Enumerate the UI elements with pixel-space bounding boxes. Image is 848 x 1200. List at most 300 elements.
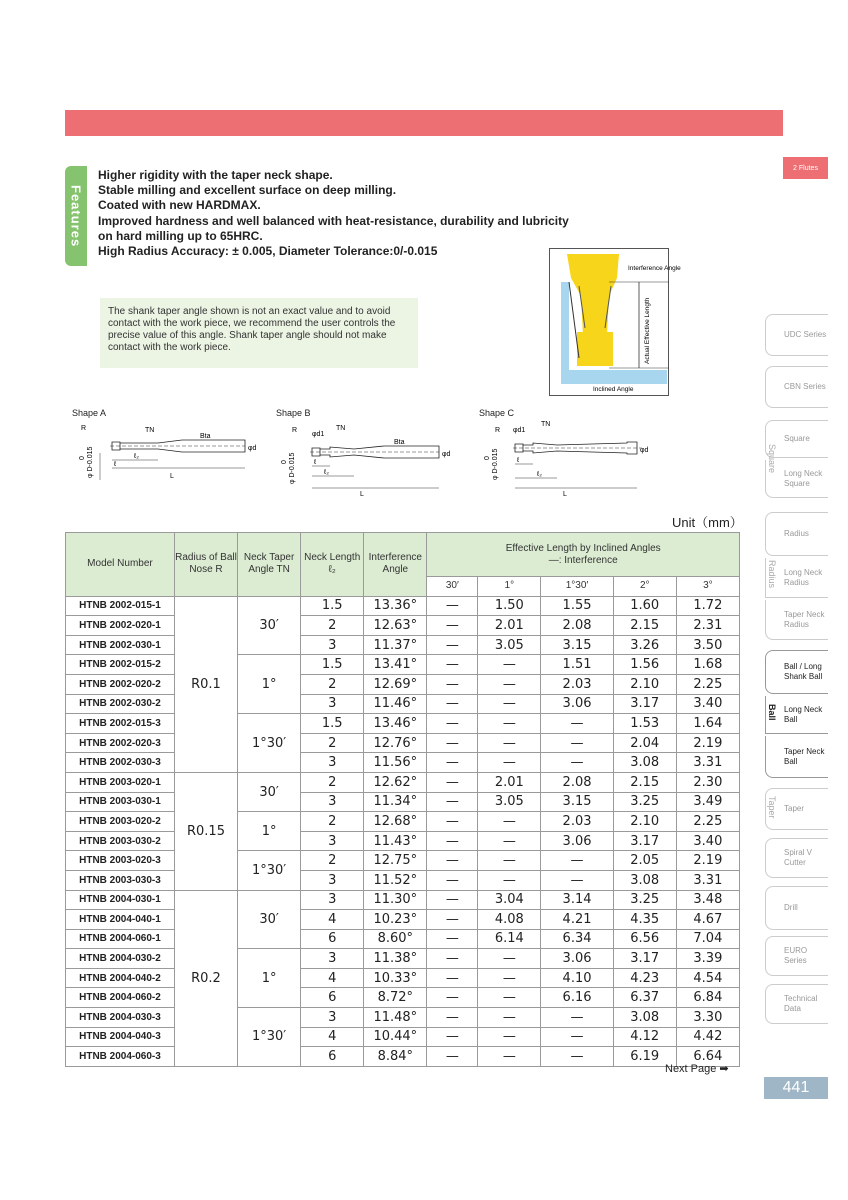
interference-cell: 12.75° [364, 851, 427, 871]
effective-length-cell: — [427, 831, 478, 851]
effective-length-cell: — [427, 870, 478, 890]
neck-length-cell: 1.5 [301, 655, 364, 675]
effective-length-cell: 6.16 [541, 988, 613, 1008]
effective-length-cell: — [478, 851, 541, 871]
side-group-radius: Radius [767, 560, 777, 589]
table-row [66, 1047, 740, 1067]
effective-length-cell: — [427, 851, 478, 871]
dim-d: φd [640, 447, 649, 454]
model-cell: HTNB 2002-015-1 [66, 596, 175, 616]
dim-r: R [81, 425, 87, 432]
dim-diameter: φ D-0.015 [492, 448, 499, 480]
effective-length-cell: 1.53 [613, 714, 676, 734]
dim-d: φd [248, 445, 257, 452]
table-row [66, 714, 740, 734]
effective-length-cell: 3.08 [613, 753, 676, 773]
model-cell: HTNB 2003-030-2 [66, 831, 175, 851]
effective-length-cell: 2.19 [676, 851, 739, 871]
effective-length-cell: 3.15 [541, 792, 613, 812]
interference-cell: 11.43° [364, 831, 427, 851]
effective-length-cell: — [427, 968, 478, 988]
interference-cell: 12.69° [364, 674, 427, 694]
side-tab-cbn[interactable] [765, 366, 828, 408]
effective-length-cell: 4.67 [676, 910, 739, 930]
angle-header: 3° [676, 577, 739, 597]
effective-length-cell: 6.34 [541, 929, 613, 949]
neck-length-cell: 4 [301, 1027, 364, 1047]
table-row [66, 812, 740, 832]
spec-table [65, 532, 740, 1067]
effective-length-cell: — [427, 929, 478, 949]
taper-cell: 30′ [238, 596, 301, 655]
side-tab-drill[interactable] [765, 886, 828, 930]
effective-length-cell: — [541, 1047, 613, 1067]
shape-a-drawing [70, 418, 260, 490]
table-row [66, 1008, 740, 1028]
neck-length-cell: 2 [301, 812, 364, 832]
model-cell: HTNB 2004-030-2 [66, 949, 175, 969]
table-row [66, 772, 740, 792]
effective-length-cell: 6.84 [676, 988, 739, 1008]
dim-l2: ℓ₂ [134, 453, 139, 460]
neck-length-cell: 4 [301, 910, 364, 930]
effective-title: Effective Length by Inclined Angles [505, 542, 661, 554]
side-tab-udc[interactable] [765, 314, 828, 356]
side-tab-label: Long Neck Radius [784, 567, 823, 587]
side-tab-label: Spiral V Cutter [784, 848, 813, 867]
table-row [66, 733, 740, 753]
neck-length-cell: 2 [301, 772, 364, 792]
effective-length-cell: — [541, 1027, 613, 1047]
col-header-model: Model Number [66, 533, 175, 597]
effective-length-cell: 3.06 [541, 949, 613, 969]
effective-length-cell: — [478, 1008, 541, 1028]
model-cell: HTNB 2002-020-1 [66, 616, 175, 636]
dim-l1: ℓ [314, 459, 317, 466]
features-tab [65, 166, 87, 266]
effective-length-cell: 3.25 [613, 792, 676, 812]
side-tab-label: Drill [784, 903, 798, 912]
dim-l1: ℓ [114, 461, 117, 468]
effective-length-cell: — [541, 870, 613, 890]
interference-cell: 11.46° [364, 694, 427, 714]
effective-length-cell: — [478, 733, 541, 753]
interference-cell: 13.46° [364, 714, 427, 734]
effective-length-cell: 3.40 [676, 694, 739, 714]
effective-length-cell: — [478, 714, 541, 734]
interference-cell: 11.48° [364, 1008, 427, 1028]
effective-length-cell: — [427, 910, 478, 930]
effective-length-cell: 4.35 [613, 910, 676, 930]
effective-length-cell: 2.19 [676, 733, 739, 753]
interference-cell: 13.41° [364, 655, 427, 675]
features-list [98, 168, 618, 259]
effective-length-cell: — [541, 753, 613, 773]
page-number: 441 [764, 1077, 828, 1099]
inclined-angle-label: Inclined Angle [593, 386, 634, 393]
side-tab-label: UDC Series [784, 330, 827, 339]
next-page-link[interactable]: Next Page ➡ [665, 1063, 729, 1075]
angle-header: 1°30′ [541, 577, 613, 597]
effective-length-cell: — [478, 988, 541, 1008]
effective-length-cell: 3.05 [478, 792, 541, 812]
interference-cell: 11.34° [364, 792, 427, 812]
table-row [66, 616, 740, 636]
feature-line: Coated with new HARDMAX. [98, 198, 261, 213]
col-header-interference: Interference Angle [364, 533, 427, 597]
col-header-effective [427, 533, 740, 577]
dim-diameter: φ D-0.015 [289, 452, 296, 484]
taper-cell: 1° [238, 812, 301, 851]
dim-tn: TN [336, 425, 346, 432]
side-tab-label: Square [784, 434, 810, 443]
dim-zero: 0 [484, 456, 491, 460]
table-row [66, 635, 740, 655]
radius-cell: R0.2 [174, 890, 237, 1066]
effective-length-cell: 3.06 [541, 694, 613, 714]
side-tab-label: Technical Data [784, 994, 818, 1013]
neck-length-cell: 6 [301, 988, 364, 1008]
effective-length-cell: — [541, 714, 613, 734]
effective-length-cell: — [427, 694, 478, 714]
side-group-taper: Taper [767, 796, 777, 819]
effective-length-cell: — [478, 1047, 541, 1067]
interference-cell: 12.68° [364, 812, 427, 832]
effective-length-cell: — [427, 655, 478, 675]
note-box: The shank taper angle shown is not an exact value and to avoid contact with the work piece, we recommend the user controls the precise value of this angle. Shank taper angle should not make contact with the work piece. [100, 298, 418, 368]
dim-zero: 0 [79, 456, 86, 460]
effective-length-cell: — [478, 674, 541, 694]
effective-length-cell: 2.10 [613, 812, 676, 832]
side-tab-spiral-v-cutter[interactable] [765, 838, 828, 878]
neck-length-cell: 3 [301, 890, 364, 910]
interference-cell: 8.84° [364, 1047, 427, 1067]
table-row [66, 851, 740, 871]
interference-cell: 12.63° [364, 616, 427, 636]
effective-length-cell: 7.04 [676, 929, 739, 949]
effective-length-cell: 6.37 [613, 988, 676, 1008]
effective-length-cell: 6.14 [478, 929, 541, 949]
effective-length-cell: — [427, 616, 478, 636]
effective-length-cell: — [427, 753, 478, 773]
effective-length-cell: — [427, 1008, 478, 1028]
neck-length-cell: 2 [301, 733, 364, 753]
model-cell: HTNB 2004-030-1 [66, 890, 175, 910]
effective-length-cell: 3.08 [613, 870, 676, 890]
table-row [66, 929, 740, 949]
effective-length-cell: 3.06 [541, 831, 613, 851]
table-row [66, 949, 740, 969]
neck-length-cell: 2 [301, 674, 364, 694]
model-cell: HTNB 2004-030-3 [66, 1008, 175, 1028]
effective-length-cell: — [541, 733, 613, 753]
angle-header: 30′ [427, 577, 478, 597]
effective-length-cell: 2.25 [676, 674, 739, 694]
interference-angle-label: Interference Angle [628, 265, 681, 272]
neck-length-cell: 3 [301, 831, 364, 851]
effective-length-cell: — [478, 694, 541, 714]
shape-b-drawing [274, 418, 464, 500]
model-cell: HTNB 2003-020-2 [66, 812, 175, 832]
effective-length-cell: 1.55 [541, 596, 613, 616]
side-tab-label: Taper [784, 804, 805, 813]
interference-cell: 8.72° [364, 988, 427, 1008]
dim-tn: TN [541, 421, 551, 428]
effective-length-cell: — [427, 635, 478, 655]
dim-bta: Bta [200, 433, 211, 440]
taper-cell: 30′ [238, 890, 301, 949]
table-row [66, 792, 740, 812]
effective-length-cell: 2.01 [478, 616, 541, 636]
model-cell: HTNB 2002-020-2 [66, 674, 175, 694]
col-header-neck: Neck Length ℓ₂ [301, 533, 364, 597]
interference-cell: 11.30° [364, 890, 427, 910]
side-tab-radius[interactable] [765, 512, 828, 556]
neck-length-cell: 6 [301, 929, 364, 949]
angle-header: 1° [478, 577, 541, 597]
side-tab-label: Long Neck Square [784, 468, 823, 488]
table-row [66, 988, 740, 1008]
radius-cell: R0.1 [174, 596, 237, 772]
interference-cell: 10.44° [364, 1027, 427, 1047]
side-tab-label: Taper Neck Ball [784, 746, 825, 766]
unit-label: Unit（mm） [672, 515, 743, 530]
effective-length-cell: 3.26 [613, 635, 676, 655]
neck-length-cell: 3 [301, 870, 364, 890]
effective-length-cell: 2.31 [676, 616, 739, 636]
effective-length-cell: 4.12 [613, 1027, 676, 1047]
neck-length-cell: 1.5 [301, 596, 364, 616]
effective-length-cell: 3.49 [676, 792, 739, 812]
effective-length-cell: 1.72 [676, 596, 739, 616]
side-tab-label: EURO Series [784, 946, 808, 965]
effective-length-cell: — [541, 851, 613, 871]
table-row [66, 1027, 740, 1047]
dim-l1: ℓ [517, 457, 520, 464]
model-cell: HTNB 2004-060-1 [66, 929, 175, 949]
effective-length-cell: 3.17 [613, 949, 676, 969]
effective-length-cell: 2.10 [613, 674, 676, 694]
dim-l2: ℓ₂ [324, 469, 329, 476]
effective-length-cell: 3.31 [676, 870, 739, 890]
effective-length-cell: 1.60 [613, 596, 676, 616]
effective-length-cell: 3.25 [613, 890, 676, 910]
model-cell: HTNB 2003-030-3 [66, 870, 175, 890]
effective-length-cell: 6.19 [613, 1047, 676, 1067]
effective-length-cell: 4.21 [541, 910, 613, 930]
radius-cell: R0.15 [174, 772, 237, 890]
shape-c-drawing [477, 418, 667, 500]
effective-length-cell: 3.50 [676, 635, 739, 655]
interference-cell: 13.36° [364, 596, 427, 616]
neck-length-cell: 3 [301, 792, 364, 812]
side-tab-label: Long Neck Ball [784, 704, 823, 724]
dim-d1: φd1 [513, 427, 526, 434]
effective-length-cell: 3.17 [613, 831, 676, 851]
side-tab-technical-data[interactable] [765, 984, 828, 1024]
dim-d: φd [442, 451, 451, 458]
model-cell: HTNB 2004-060-2 [66, 988, 175, 1008]
side-tab-label: Taper Neck Radius [784, 609, 825, 629]
effective-length-cell: — [427, 596, 478, 616]
side-tab-taper-neck-radius[interactable] [765, 600, 828, 640]
effective-length-cell: — [427, 1027, 478, 1047]
effective-length-cell: — [427, 792, 478, 812]
side-tab-label: CBN Series [784, 382, 826, 391]
effective-length-cell: 2.15 [613, 616, 676, 636]
table-row [66, 753, 740, 773]
interference-cell: 10.33° [364, 968, 427, 988]
effective-length-cell: 2.30 [676, 772, 739, 792]
interference-cell: 12.76° [364, 733, 427, 753]
model-cell: HTNB 2002-030-1 [66, 635, 175, 655]
feature-line: Higher rigidity with the taper neck shape. [98, 168, 333, 182]
feature-line: Improved hardness and well balanced with heat-resistance, durability and lubricity [98, 213, 569, 228]
neck-length-cell: 1.5 [301, 714, 364, 734]
effective-length-label: Actual Effective Length [644, 297, 651, 364]
feature-line: High Radius Accuracy: ± 0.005, Diameter Tolerance:0/-0.015 [98, 244, 438, 259]
effective-length-cell: 2.01 [478, 772, 541, 792]
dim-d1: φd1 [312, 431, 325, 438]
effective-length-cell: 3.48 [676, 890, 739, 910]
effective-length-cell: 3.39 [676, 949, 739, 969]
shape-c-label: Shape C [479, 408, 515, 418]
interference-cell: 11.37° [364, 635, 427, 655]
effective-length-cell: — [541, 1008, 613, 1028]
effective-length-cell: 3.30 [676, 1008, 739, 1028]
model-cell: HTNB 2003-020-3 [66, 851, 175, 871]
model-cell: HTNB 2004-060-3 [66, 1047, 175, 1067]
table-row [66, 694, 740, 714]
neck-length-cell: 3 [301, 949, 364, 969]
effective-length-cell: — [427, 988, 478, 1008]
shape-a-label: Shape A [72, 408, 107, 418]
feature-line: on hard milling up to 65HRC. [98, 228, 263, 243]
effective-length-cell: — [427, 733, 478, 753]
effective-length-cell: — [478, 968, 541, 988]
effective-length-cell: 6.64 [676, 1047, 739, 1067]
side-tab-ball-long-shank[interactable] [765, 650, 828, 694]
effective-length-cell: 1.64 [676, 714, 739, 734]
neck-length-cell: 3 [301, 694, 364, 714]
interference-cell: 11.38° [364, 949, 427, 969]
neck-length-cell: 2 [301, 616, 364, 636]
effective-length-cell: — [427, 772, 478, 792]
table-row [66, 655, 740, 675]
dim-l: L [170, 473, 174, 480]
side-tab-euro-series[interactable] [765, 936, 828, 976]
shape-b-label: Shape B [276, 408, 311, 418]
effective-length-cell: — [427, 1047, 478, 1067]
effective-length-cell: 2.03 [541, 674, 613, 694]
model-cell: HTNB 2002-020-3 [66, 733, 175, 753]
neck-length-cell: 4 [301, 968, 364, 988]
header-band [65, 110, 783, 136]
dim-l: L [360, 491, 364, 498]
effective-length-cell: 2.03 [541, 812, 613, 832]
effective-length-cell: 4.23 [613, 968, 676, 988]
effective-length-cell: 3.17 [613, 694, 676, 714]
effective-length-cell: 3.08 [613, 1008, 676, 1028]
taper-cell: 30′ [238, 772, 301, 811]
neck-length-cell: 2 [301, 851, 364, 871]
effective-length-cell: 1.50 [478, 596, 541, 616]
effective-length-cell: 1.51 [541, 655, 613, 675]
col-header-taper: Neck Taper Angle TN [238, 533, 301, 597]
neck-length-cell: 3 [301, 635, 364, 655]
effective-length-cell: 3.14 [541, 890, 613, 910]
features-tab-label: Features [68, 184, 84, 248]
effective-length-cell: — [427, 674, 478, 694]
effective-length-cell: — [427, 949, 478, 969]
side-group-ball: Ball [767, 704, 777, 721]
effective-length-cell: 4.10 [541, 968, 613, 988]
effective-length-cell: — [478, 753, 541, 773]
effective-length-cell: 3.31 [676, 753, 739, 773]
effective-length-cell: 3.04 [478, 890, 541, 910]
table-row [66, 910, 740, 930]
flutes-tab[interactable]: 2 Flutes [783, 157, 828, 179]
table-row [66, 596, 740, 616]
taper-cell: 1°30′ [238, 851, 301, 890]
dim-diameter: φ D-0.015 [87, 446, 94, 478]
dim-zero: 0 [281, 460, 288, 464]
interference-cell: 10.23° [364, 910, 427, 930]
effective-length-cell: — [427, 812, 478, 832]
effective-length-cell: 3.15 [541, 635, 613, 655]
effective-length-cell: — [478, 949, 541, 969]
dim-bta: Bta [394, 439, 405, 446]
effective-length-cell: 4.42 [676, 1027, 739, 1047]
effective-length-cell: — [478, 812, 541, 832]
model-cell: HTNB 2004-040-1 [66, 910, 175, 930]
effective-length-cell: 2.05 [613, 851, 676, 871]
model-cell: HTNB 2003-030-1 [66, 792, 175, 812]
taper-cell: 1° [238, 655, 301, 714]
model-cell: HTNB 2002-015-2 [66, 655, 175, 675]
effective-length-cell: — [478, 831, 541, 851]
neck-length-cell: 3 [301, 1008, 364, 1028]
taper-cell: 1° [238, 949, 301, 1008]
effective-length-cell: 2.08 [541, 772, 613, 792]
effective-length-cell: 2.04 [613, 733, 676, 753]
interference-cell: 11.52° [364, 870, 427, 890]
side-group-square: Square [767, 444, 777, 474]
neck-length-cell: 3 [301, 753, 364, 773]
dim-tn: TN [145, 427, 155, 434]
effective-length-cell: 1.68 [676, 655, 739, 675]
effective-length-cell: 4.54 [676, 968, 739, 988]
col-header-radius: Radius of Ball Nose R [174, 533, 237, 597]
side-tab-label: Radius [784, 529, 809, 538]
side-tab-taper-neck-ball[interactable] [765, 736, 828, 778]
table-row [66, 968, 740, 988]
table-row [66, 674, 740, 694]
effective-length-cell: 2.08 [541, 616, 613, 636]
effective-length-cell: — [478, 870, 541, 890]
dim-r: R [292, 427, 298, 434]
model-cell: HTNB 2002-030-2 [66, 694, 175, 714]
effective-length-cell: 1.56 [613, 655, 676, 675]
interference-cell: 8.60° [364, 929, 427, 949]
effective-length-cell: — [427, 890, 478, 910]
model-cell: HTNB 2004-040-2 [66, 968, 175, 988]
model-cell: HTNB 2002-030-3 [66, 753, 175, 773]
model-cell: HTNB 2004-040-3 [66, 1027, 175, 1047]
effective-length-cell: 2.25 [676, 812, 739, 832]
interference-cell: 11.56° [364, 753, 427, 773]
interference-diagram [549, 248, 681, 396]
